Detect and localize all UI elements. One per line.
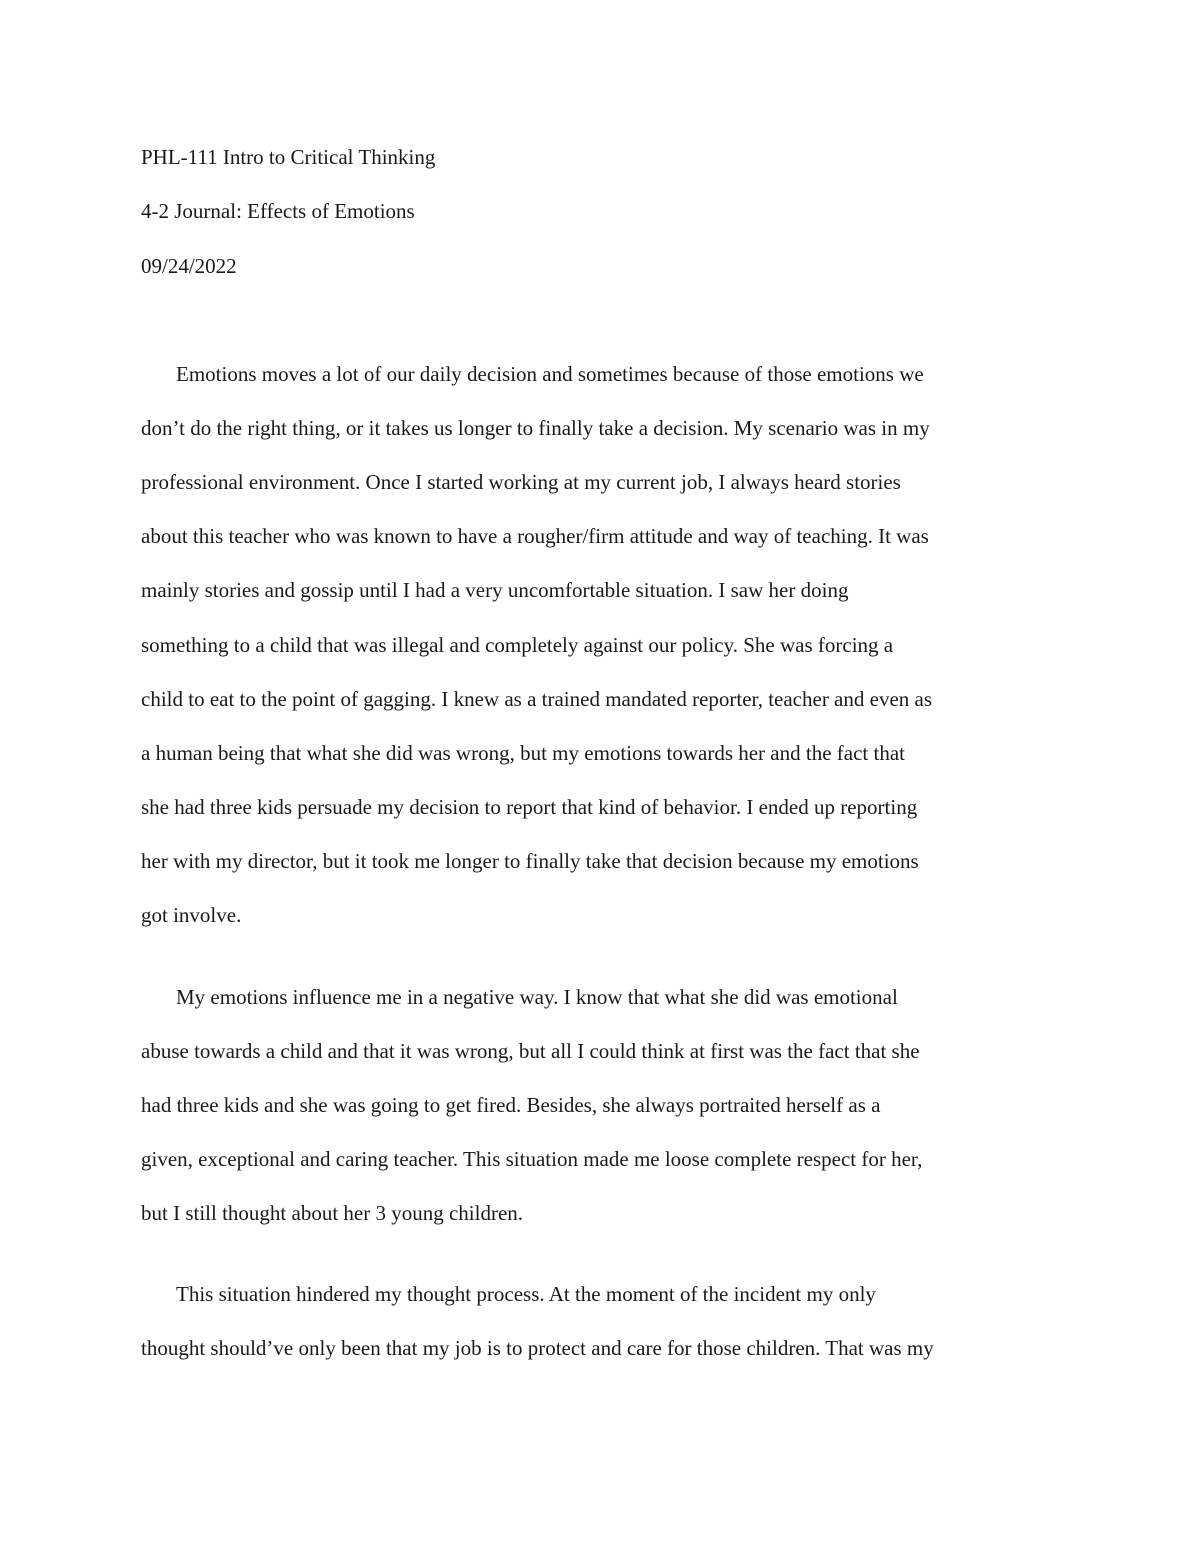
paragraph-line: had three kids and she was going to get fired. Besides, she always portraited herself as a	[141, 1093, 881, 1117]
paragraph-line: Emotions moves a lot of our daily decision and sometimes because of those emotions we	[176, 362, 924, 386]
paragraph-line: her with my director, but it took me longer to finally take that decision because my emotions	[141, 849, 919, 873]
paragraph-line: thought should’ve only been that my job is to protect and care for those children. That was my	[141, 1336, 934, 1360]
paragraph-line: about this teacher who was known to have a rougher/firm attitude and way of teaching. It was	[141, 524, 929, 548]
document-date: 09/24/2022	[141, 254, 237, 278]
paragraph-line: a human being that what she did was wrong, but my emotions towards her and the fact that	[141, 741, 905, 765]
paragraph-line: child to eat to the point of gagging. I knew as a trained mandated reporter, teacher and even as	[141, 687, 933, 711]
paragraph-line: given, exceptional and caring teacher. This situation made me loose complete respect for her,	[141, 1147, 923, 1171]
paragraph-line: but I still thought about her 3 young children.	[141, 1201, 524, 1225]
paragraph-line: got involve.	[141, 903, 242, 927]
paragraph-line: My emotions influence me in a negative way. I know that what she did was emotional	[176, 985, 898, 1009]
course-title: PHL-111 Intro to Critical Thinking	[141, 145, 436, 169]
paragraph-line: abuse towards a child and that it was wrong, but all I could think at first was the fact that she	[141, 1039, 920, 1063]
assignment-title: 4-2 Journal: Effects of Emotions	[141, 199, 415, 223]
paragraph-line: something to a child that was illegal and completely against our policy. She was forcing a	[141, 633, 894, 657]
paragraph-line: professional environment. Once I started working at my current job, I always heard stories	[141, 470, 901, 494]
paragraph-line: she had three kids persuade my decision to report that kind of behavior. I ended up reporting	[141, 795, 918, 819]
paragraph-line: This situation hindered my thought process. At the moment of the incident my only	[176, 1282, 876, 1306]
paragraph-line: mainly stories and gossip until I had a very uncomfortable situation. I saw her doing	[141, 578, 849, 602]
paragraph-line: don’t do the right thing, or it takes us longer to finally take a decision. My scenario was in my	[141, 416, 930, 440]
